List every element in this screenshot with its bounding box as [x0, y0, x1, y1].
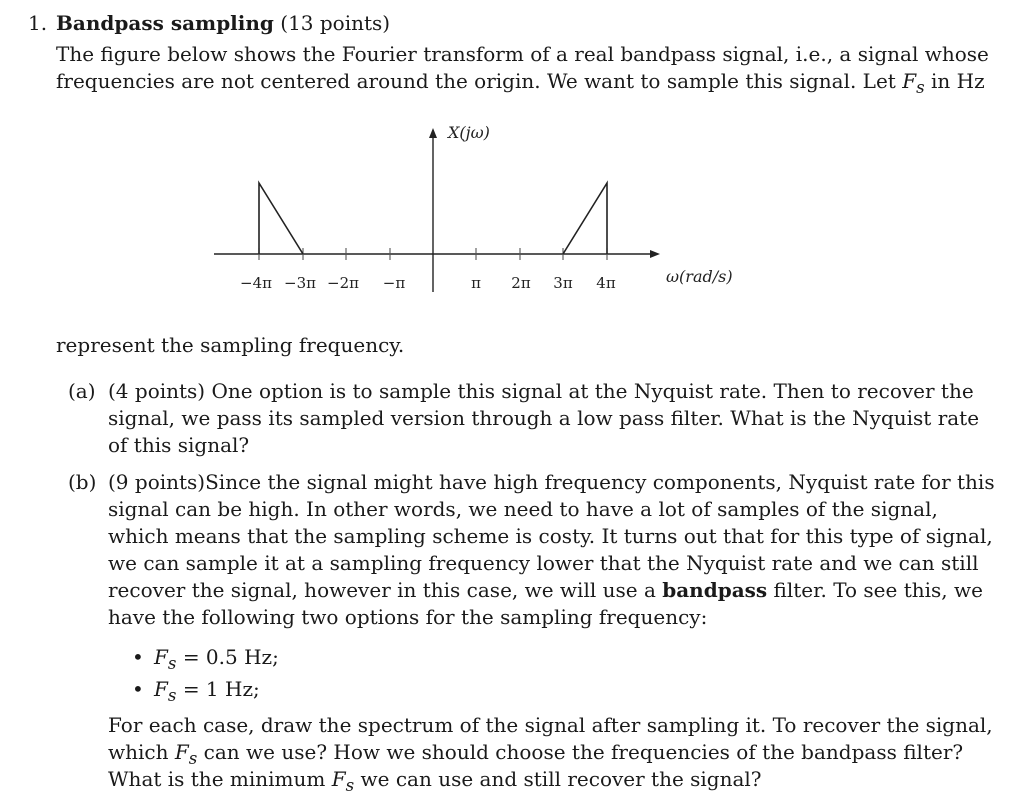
problem-points: (13 points): [280, 11, 391, 35]
tick-label: −π: [382, 274, 406, 292]
tick-label: 2π: [511, 274, 531, 292]
after-figure-text: represent the sampling frequency.: [56, 333, 405, 357]
spectrum-figure: [0, 0, 1024, 330]
tick-label: 3π: [553, 274, 573, 292]
problem-title: Bandpass sampling: [56, 11, 274, 35]
bullet-icon: •: [132, 677, 144, 701]
x-axis-label: ω(rad/s): [666, 267, 733, 286]
part-b-label: (b): [68, 470, 97, 494]
part-a-line: of this signal?: [108, 433, 250, 457]
option-bullet: • $F_s = 1$ Hz;: [132, 677, 260, 705]
part-b-line: (9 points)Since the signal might have high frequency components, Nyquist rate for this: [108, 470, 995, 494]
tick-label: −4π: [240, 274, 272, 292]
tick-label: −3π: [284, 274, 316, 292]
left-spectrum-triangle: [259, 183, 303, 254]
part-b-line: which means that the sampling scheme is costy. It turns out that for this type of signal,: [108, 524, 993, 548]
tick-label: 4π: [596, 274, 616, 292]
tick-label: π: [471, 274, 481, 292]
part-b-line: signal can be high. In other words, we need to have a lot of samples of the signal,: [108, 497, 938, 521]
bandpass-bold: bandpass: [662, 578, 768, 602]
right-spectrum-triangle: [563, 183, 607, 254]
part-a-line: (4 points) One option is to sample this signal at the Nyquist rate. Then to recover the: [108, 379, 974, 403]
y-axis-label: X(jω): [448, 123, 490, 142]
problem-number: 1.: [28, 11, 48, 35]
bullet-icon: •: [132, 645, 144, 669]
part-b-line: recover the signal, however in this case, we will use a bandpass filter. To see this, we: [108, 578, 983, 602]
y-axis-arrow: [429, 128, 437, 138]
part-a-label: (a): [68, 379, 96, 403]
part-b-line: have the following two options for the sampling frequency:: [108, 605, 708, 629]
closing-line: which $F_s$ can we use? How we should choose the frequencies of the bandpass filter?: [108, 740, 964, 768]
closing-line: For each case, draw the spectrum of the signal after sampling it. To recover the signal,: [108, 713, 993, 737]
option-bullet: • $F_s = 0.5$ Hz;: [132, 645, 279, 673]
x-axis-arrow: [650, 250, 660, 258]
part-b-line: we can sample it at a sampling frequency lower that the Nyquist rate and we can still: [108, 551, 979, 575]
tick-label: −2π: [327, 274, 359, 292]
intro-line-2: frequencies are not centered around the origin. We want to sample this signal. Let $F_s$ in Hz: [56, 69, 985, 97]
closing-line: What is the minimum $F_s$ we can use and still recover the signal?: [108, 767, 762, 795]
intro-line-1: The figure below shows the Fourier transform of a real bandpass signal, i.e., a signal whose: [56, 42, 989, 66]
var-F: F: [902, 69, 917, 93]
part-a-line: signal, we pass its sampled version through a low pass filter. What is the Nyquist rate: [108, 406, 980, 430]
